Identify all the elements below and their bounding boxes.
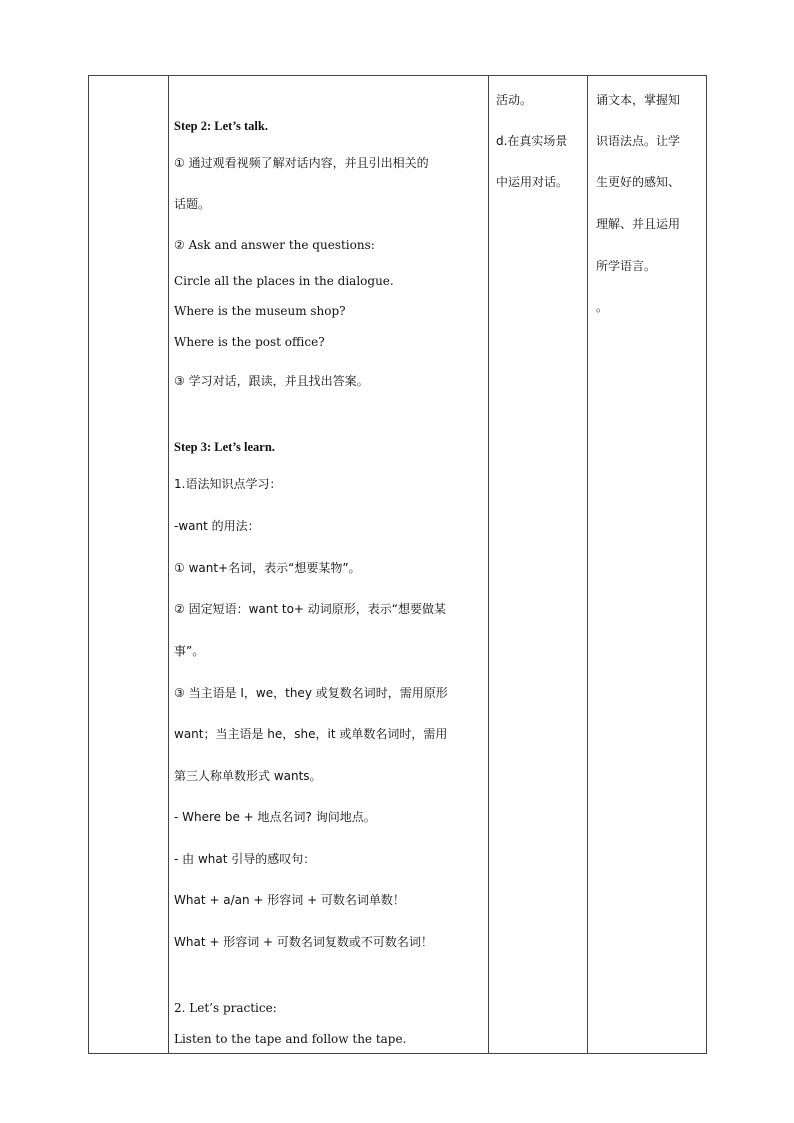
col1-line: Step 3: Let’s learn.: [174, 440, 275, 454]
col3-line: 诵文本，掌握知: [596, 93, 681, 107]
col1-line: Circle all the places in the dialogue.: [174, 274, 394, 288]
col1-line: What + a/an + 形容词 + 可数名词单数！: [174, 893, 405, 907]
col2-line: d.在真实场景: [496, 134, 568, 148]
col1-line: Step 2: Let’s talk.: [174, 119, 268, 133]
col3-line: 识语法点。让学: [596, 134, 681, 148]
col1-line: 第三人称单数形式 wants。: [174, 769, 322, 783]
col1-line: -want 的用法：: [174, 519, 260, 533]
col1-line: ③ 当主语是 I，we，they 或复数名词时，需用原形: [174, 686, 448, 700]
col1-line: want；当主语是 he，she，it 或单数名词时，需用: [174, 727, 448, 741]
col1-line: ① 通过观看视频了解对话内容，并且引出相关的: [174, 156, 429, 170]
col3-line: 所学语言。: [596, 259, 657, 273]
col1-line: ② Ask and answer the questions:: [174, 238, 375, 252]
col1-line: 1.语法知识点学习：: [174, 477, 282, 491]
col1-line: 2. Let’s practice:: [174, 1001, 277, 1015]
col1-line: - Where be + 地点名词? 询问地点。: [174, 810, 376, 824]
col1-line: ① want+名词，表示“想要某物”。: [174, 561, 361, 575]
col1-line: Listen to the tape and follow the tape.: [174, 1032, 407, 1046]
col1-line: Where is the museum shop?: [174, 304, 346, 318]
activity-column: [489, 76, 587, 1053]
col3-line: 生更好的感知、: [596, 175, 681, 189]
col1-line: What + 形容词 + 可数名词复数或不可数名词！: [174, 935, 433, 949]
col2-line: 中运用对话。: [496, 175, 569, 189]
lesson-plan-table: [88, 75, 707, 1054]
col1-line: ② 固定短语：want to+ 动词原形，表示“想要做某: [174, 602, 446, 616]
col3-line: 理解、并且运用: [596, 217, 681, 231]
col2-line: 活动。: [496, 93, 533, 107]
col1-line: Where is the post office?: [174, 335, 325, 349]
teaching-steps-column: [168, 76, 488, 1053]
col1-line: ③ 学习对话，跟读，并且找出答案。: [174, 374, 369, 388]
col1-line: - 由 what 引导的感叹句：: [174, 852, 316, 866]
col1-line: 话题。: [174, 197, 211, 211]
col1-line: 事”。: [174, 644, 205, 658]
design-intent-column: [588, 76, 708, 1053]
col3-line: 。: [596, 300, 609, 314]
